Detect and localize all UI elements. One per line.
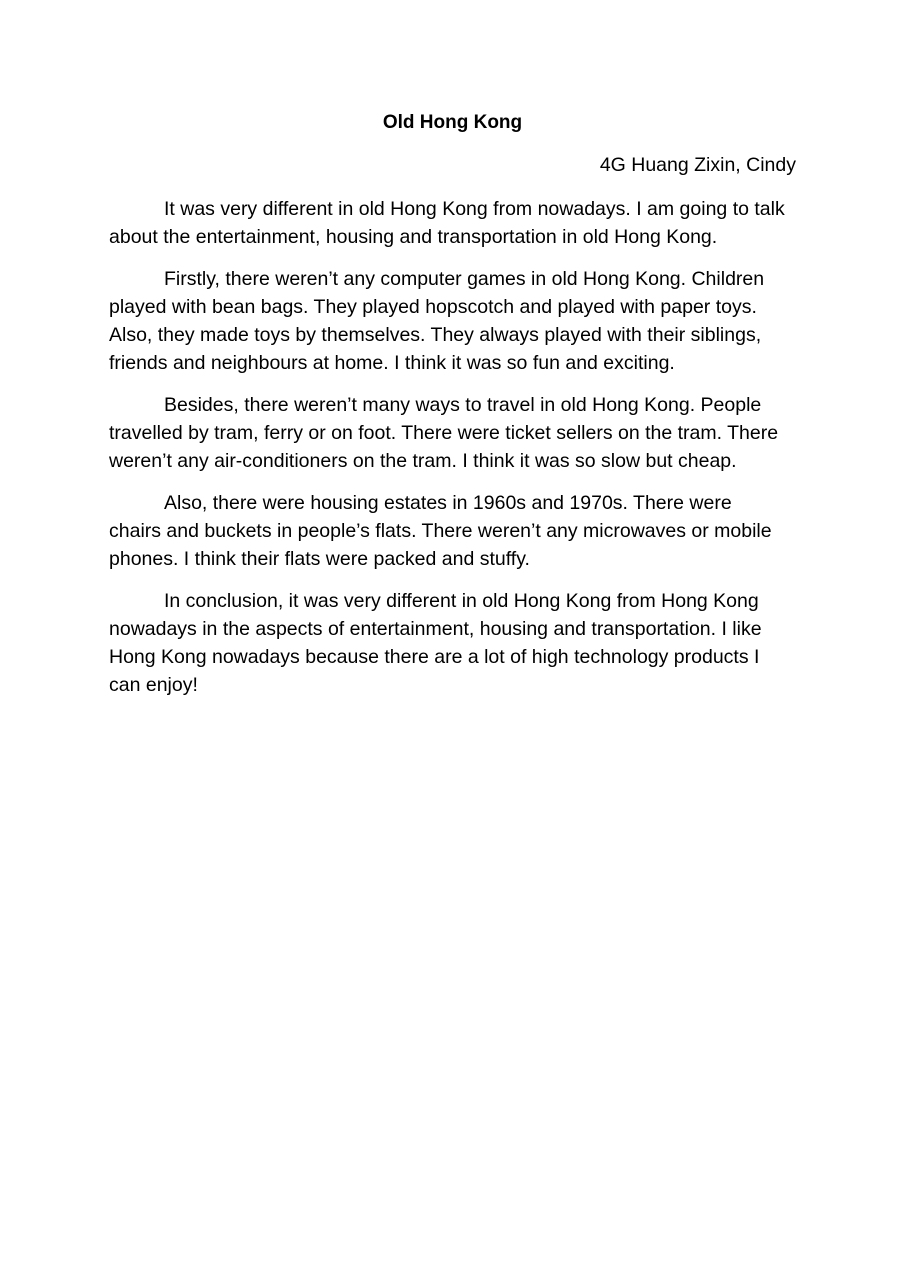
paragraph-entertainment: Firstly, there weren’t any computer games in old Hong Kong. Children played with bean bags. They played hopscotch and played with paper toys. Also, they made toys by themselves. They always played with their siblings, friends and neighbours at home. I think it was so fun and exciting. bbox=[109, 268, 765, 374]
paragraph-conclusion: In conclusion, it was very different in old Hong Kong from Hong Kong nowadays in the aspects of entertainment, housing and transportation. I like Hong Kong nowadays because there are a lot of high technology products I can enjoy! bbox=[109, 590, 762, 696]
paragraph-transportation: Besides, there weren’t many ways to travel in old Hong Kong. People travelled by tram, ferry or on foot. There were ticket sellers on the tram. There weren’t any air-conditioners on the tram. I think it was so slow but cheap. bbox=[109, 394, 779, 472]
author-line: 4G Huang Zixin, Cindy bbox=[599, 154, 796, 176]
document-title: Old Hong Kong bbox=[382, 112, 523, 133]
paragraph-housing: Also, there were housing estates in 1960s and 1970s. There were chairs and buckets in people’s flats. There weren’t any microwaves or mobile phones. I think their flats were packed and stuffy. bbox=[109, 492, 772, 570]
paragraph-introduction: It was very different in old Hong Kong from nowadays. I am going to talk about the entertainment, housing and transportation in old Hong Kong. bbox=[109, 198, 785, 248]
essay-body bbox=[109, 195, 789, 713]
